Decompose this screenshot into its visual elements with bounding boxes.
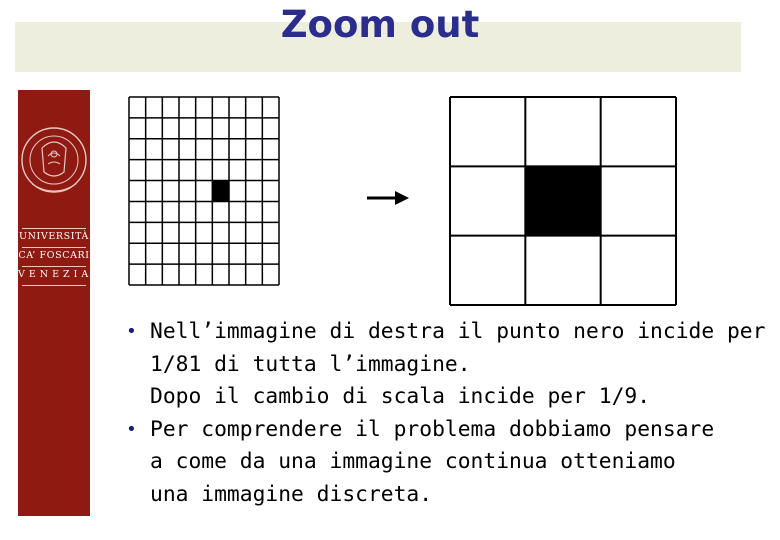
- bullet-line: Dopo il cambio di scala incide per 1/9.: [150, 384, 651, 409]
- large-pixel-grid: [448, 95, 678, 307]
- bullet-line: una immagine discreta.: [150, 481, 433, 507]
- brand-line-2: CA’ FOSCARI: [18, 250, 90, 261]
- brand-line-1: UNIVERSITÀ: [19, 231, 89, 242]
- bullet-line: 1/81 di tutta l’immagine.: [150, 351, 471, 377]
- brand-line-3: VENEZIA: [18, 269, 93, 280]
- small-pixel-grid: [127, 95, 281, 287]
- bullet-dot: •: [126, 418, 137, 440]
- black-pixel: [525, 166, 600, 235]
- sidebar-divider: [22, 247, 86, 248]
- right-arrow-icon: [365, 190, 411, 206]
- university-sidebar: [18, 90, 93, 516]
- bullet-list: [122, 316, 766, 511]
- university-seal-logo: [18, 90, 90, 230]
- sidebar-divider: [22, 266, 86, 267]
- bullet-line: Nell’immagine di destra il punto nero incide per: [150, 319, 766, 344]
- bullet-dot: •: [126, 321, 137, 342]
- bullet-line: a come da una immagine continua otteniamo: [150, 449, 676, 474]
- bullet-item: [122, 414, 762, 512]
- slide-title: Zoom out: [280, 3, 480, 46]
- bullet-line: Per comprendere il problema dobbiamo pensare: [150, 416, 715, 442]
- black-pixel: [212, 181, 229, 202]
- sidebar-divider: [22, 285, 86, 286]
- bullet-item: [122, 316, 766, 414]
- sidebar-divider: [22, 228, 86, 229]
